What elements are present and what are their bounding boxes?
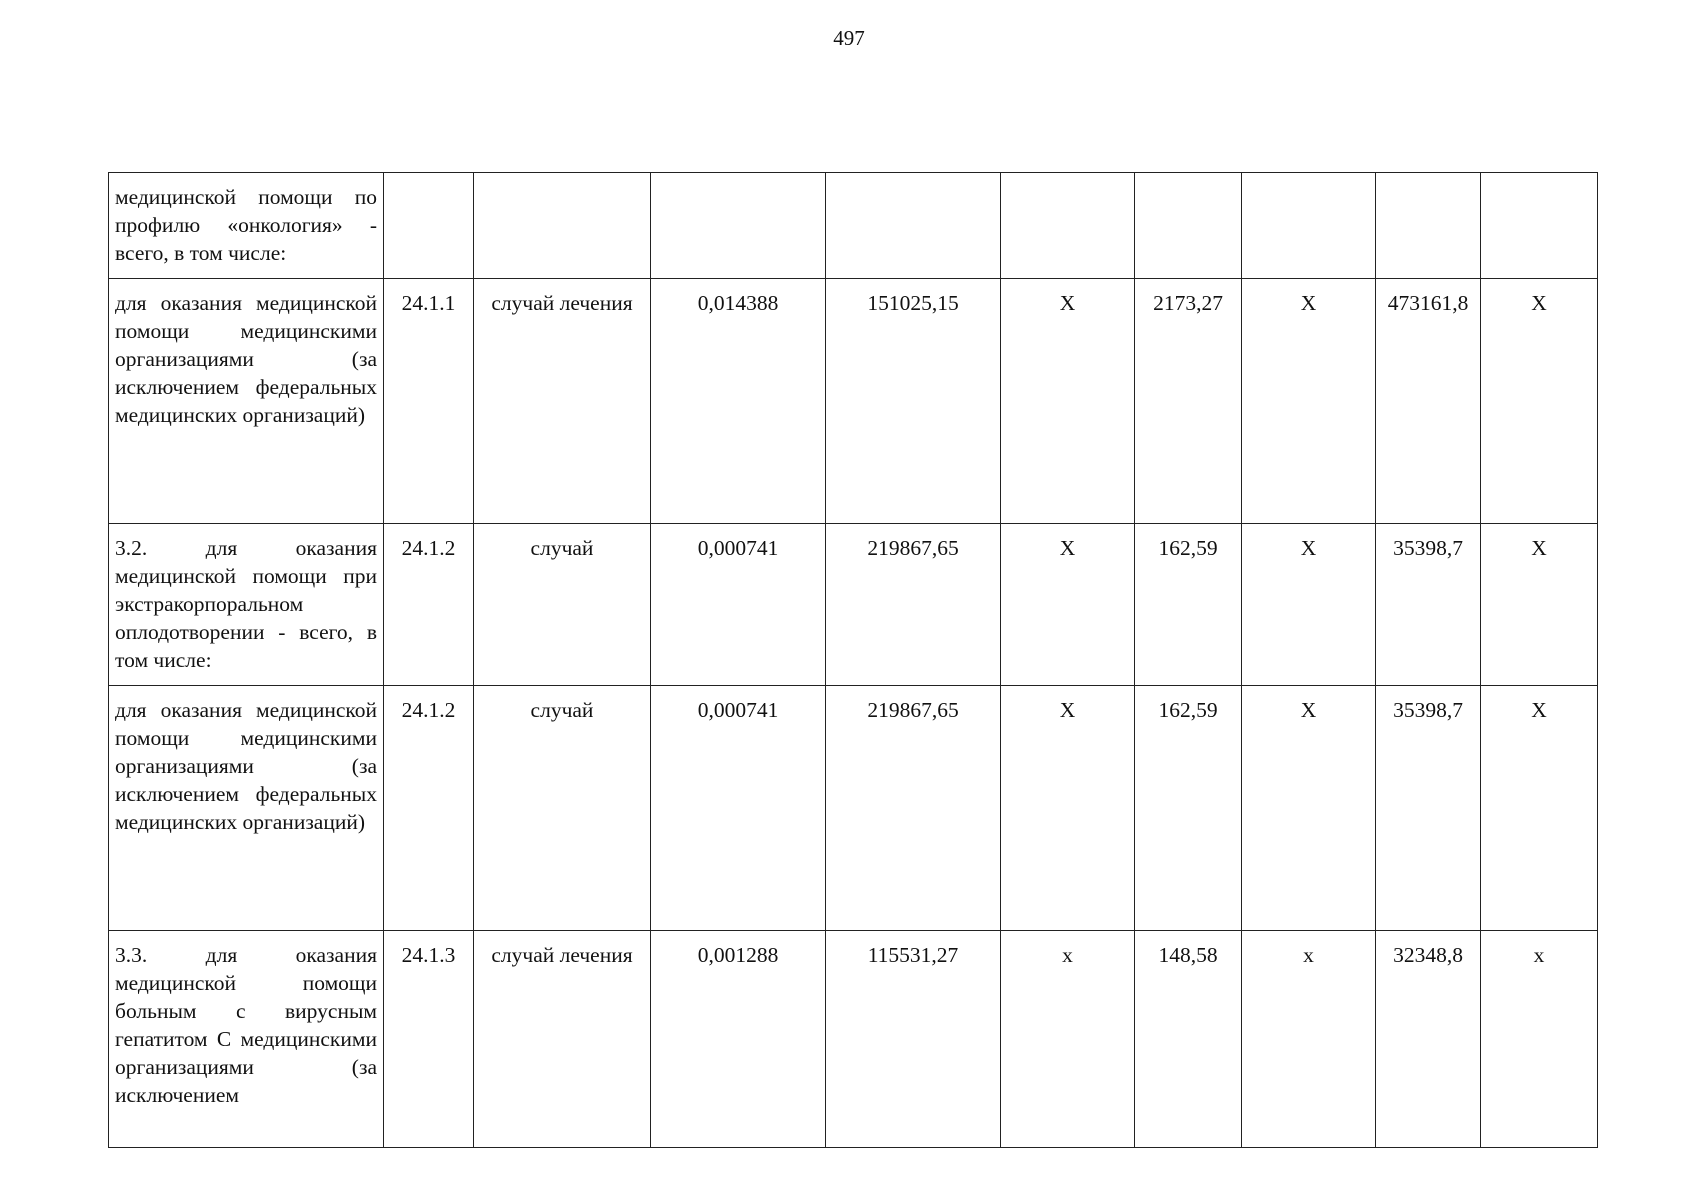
cell-col7: 162,59 — [1135, 524, 1242, 686]
cell-col6: X — [1001, 279, 1135, 524]
cell-col10 — [1481, 173, 1598, 279]
cell-col6: X — [1001, 524, 1135, 686]
cell-cost: 151025,15 — [826, 279, 1001, 524]
cell-volume: 0,000741 — [651, 524, 826, 686]
cell-cost: 219867,65 — [826, 524, 1001, 686]
cell-volume: 0,001288 — [651, 931, 826, 1148]
cell-col8: X — [1242, 524, 1376, 686]
cell-col9: 35398,7 — [1376, 686, 1481, 931]
cell-col10: X — [1481, 686, 1598, 931]
cell-col10: X — [1481, 524, 1598, 686]
cell-col7: 162,59 — [1135, 686, 1242, 931]
cell-unit: случай лечения — [474, 279, 651, 524]
cell-unit: случай лечения — [474, 931, 651, 1148]
cell-code: 24.1.1 — [384, 279, 474, 524]
cell-col8: X — [1242, 686, 1376, 931]
cell-volume: 0,000741 — [651, 686, 826, 931]
cell-unit: случай — [474, 686, 651, 931]
table-row — [109, 279, 1598, 524]
cell-unit — [474, 173, 651, 279]
cell-cost — [826, 173, 1001, 279]
cell-code: 24.1.2 — [384, 686, 474, 931]
cell-col6: х — [1001, 931, 1135, 1148]
cell-col6 — [1001, 173, 1135, 279]
cell-col10: х — [1481, 931, 1598, 1148]
cell-volume: 0,014388 — [651, 279, 826, 524]
cell-col8: X — [1242, 279, 1376, 524]
cell-code — [384, 173, 474, 279]
cell-col9 — [1376, 173, 1481, 279]
table-row — [109, 931, 1598, 1148]
cell-col9: 473161,8 — [1376, 279, 1481, 524]
cell-col8: х — [1242, 931, 1376, 1148]
table-row — [109, 686, 1598, 931]
table-row — [109, 524, 1598, 686]
cell-code: 24.1.3 — [384, 931, 474, 1148]
cell-description: для оказания медицинской помощи медицинскими организациями (за исключением федеральных медицинских организаций) — [109, 279, 384, 524]
cell-col7 — [1135, 173, 1242, 279]
data-table — [108, 172, 1598, 1148]
cell-col9: 32348,8 — [1376, 931, 1481, 1148]
page-number: 497 — [833, 26, 865, 50]
cell-description: медицинской помощи по профилю «онкология» - всего, в том числе: — [109, 173, 384, 279]
cell-col10: X — [1481, 279, 1598, 524]
cell-volume — [651, 173, 826, 279]
cell-description: 3.3. для оказания медицинской помощи больным с вирусным гепатитом С медицинскими организациями (за исключением — [109, 931, 384, 1148]
table-body — [109, 173, 1598, 1148]
cell-col6: X — [1001, 686, 1135, 931]
cell-description: 3.2. для оказания медицинской помощи при экстракорпоральном оплодотворении - всего, в том числе: — [109, 524, 384, 686]
cell-col9: 35398,7 — [1376, 524, 1481, 686]
cell-col7: 148,58 — [1135, 931, 1242, 1148]
cell-cost: 219867,65 — [826, 686, 1001, 931]
cell-col7: 2173,27 — [1135, 279, 1242, 524]
cell-description: для оказания медицинской помощи медицинскими организациями (за исключением федеральных медицинских организаций) — [109, 686, 384, 931]
cell-unit: случай — [474, 524, 651, 686]
cell-code: 24.1.2 — [384, 524, 474, 686]
cell-cost: 115531,27 — [826, 931, 1001, 1148]
cell-col8 — [1242, 173, 1376, 279]
table-row — [109, 173, 1598, 279]
